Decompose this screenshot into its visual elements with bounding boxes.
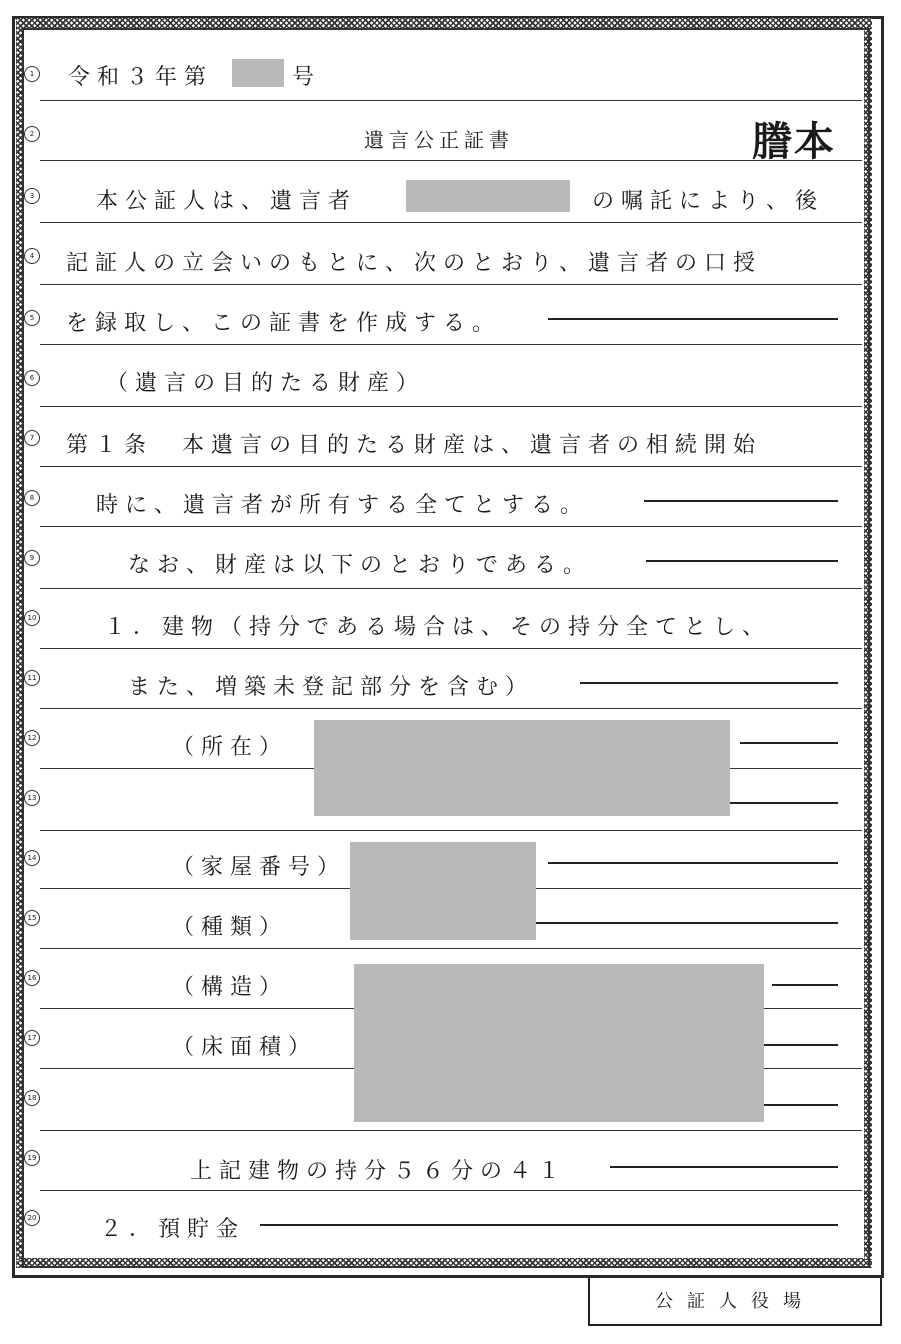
fill-line bbox=[772, 984, 838, 986]
rule-line bbox=[40, 466, 862, 467]
certified-copy-stamp: 謄本 bbox=[752, 118, 836, 165]
rule-line bbox=[40, 222, 862, 223]
fill-line bbox=[646, 560, 838, 562]
label-structure: （構造） bbox=[172, 975, 289, 1000]
line-number: 3 bbox=[24, 188, 40, 204]
fill-line bbox=[730, 802, 838, 804]
rule-line bbox=[40, 588, 862, 589]
fill-line bbox=[536, 922, 838, 924]
label-type: （種類） bbox=[172, 915, 289, 940]
rule-line bbox=[40, 1130, 862, 1131]
rule-line bbox=[40, 344, 862, 345]
line-number: 10 bbox=[24, 610, 40, 626]
certificate-number-prefix: 令和３年第 bbox=[68, 65, 214, 90]
line-number: 14 bbox=[24, 850, 40, 866]
fill-line bbox=[644, 500, 838, 502]
rule-line bbox=[40, 160, 862, 161]
rule-line bbox=[40, 284, 862, 285]
line-number: 16 bbox=[24, 970, 40, 986]
rule-line bbox=[40, 708, 862, 709]
rule-line bbox=[40, 100, 862, 101]
redacted-structure-floor-area bbox=[354, 964, 764, 1122]
fill-line bbox=[764, 1104, 838, 1106]
section-heading: （遺言の目的たる財産） bbox=[106, 371, 426, 396]
ornamental-border-top bbox=[16, 18, 872, 28]
line-number: 4 bbox=[24, 248, 40, 264]
item-1-building: １．建物（持分である場合は、その持分全てとし、 bbox=[104, 615, 772, 640]
line-number: 15 bbox=[24, 910, 40, 926]
building-share-line: 上記建物の持分５６分の４１ bbox=[190, 1159, 568, 1184]
label-location: （所在） bbox=[172, 735, 289, 760]
line-number: 19 bbox=[24, 1150, 40, 1166]
line-number: 5 bbox=[24, 310, 40, 326]
label-floor-area: （床面積） bbox=[172, 1035, 318, 1060]
fill-line bbox=[610, 1166, 838, 1168]
line-number: 7 bbox=[24, 430, 40, 446]
line-number: 1 bbox=[24, 66, 40, 82]
body-line-3a: 本公証人は、遺言者 bbox=[96, 189, 358, 214]
line-number: 6 bbox=[24, 370, 40, 386]
redacted-testator-name bbox=[406, 180, 570, 212]
line-number: 20 bbox=[24, 1210, 40, 1226]
fill-line bbox=[580, 682, 838, 684]
fill-line bbox=[548, 862, 838, 864]
document-title: 遺言公正証書 bbox=[364, 128, 514, 152]
article-1-line-2: 時に、遺言者が所有する全てとする。 bbox=[96, 493, 590, 518]
fill-line bbox=[740, 742, 838, 744]
rule-line bbox=[40, 948, 862, 949]
body-line-5: を録取し、この証書を作成する。 bbox=[66, 311, 502, 336]
body-line-4: 記証人の立会いのもとに、次のとおり、遺言者の口授 bbox=[66, 251, 763, 276]
label-house-number: （家屋番号） bbox=[172, 855, 347, 880]
redacted-house-number-type bbox=[350, 842, 536, 940]
body-line-9: なお、財産は以下のとおりである。 bbox=[128, 553, 593, 578]
line-number: 18 bbox=[24, 1090, 40, 1106]
fill-line bbox=[260, 1224, 838, 1226]
item-1-building-cont: また、増築未登記部分を含む） bbox=[128, 675, 535, 700]
fill-line bbox=[548, 318, 838, 320]
body-line-3b: の嘱託により、後 bbox=[592, 189, 825, 214]
notary-office-label: 公証人役場 bbox=[588, 1278, 882, 1326]
line-number: 12 bbox=[24, 730, 40, 746]
line-number: 9 bbox=[24, 550, 40, 566]
redacted-location bbox=[314, 720, 730, 816]
line-number: 11 bbox=[24, 670, 40, 686]
redacted-number bbox=[232, 59, 284, 87]
rule-line bbox=[40, 526, 862, 527]
rule-line bbox=[40, 648, 862, 649]
rule-line bbox=[40, 406, 862, 407]
line-number: 8 bbox=[24, 490, 40, 506]
item-2-deposits: ２．預貯金 bbox=[100, 1217, 246, 1242]
line-number: 13 bbox=[24, 790, 40, 806]
article-1-line-1: 第１条 本遺言の目的たる財産は、遺言者の相続開始 bbox=[66, 433, 763, 458]
line-number: 17 bbox=[24, 1030, 40, 1046]
certificate-number-suffix: 号 bbox=[292, 65, 322, 90]
fill-line bbox=[764, 1044, 838, 1046]
line-number: 2 bbox=[24, 126, 40, 142]
rule-line bbox=[40, 830, 862, 831]
rule-line bbox=[40, 1190, 862, 1191]
